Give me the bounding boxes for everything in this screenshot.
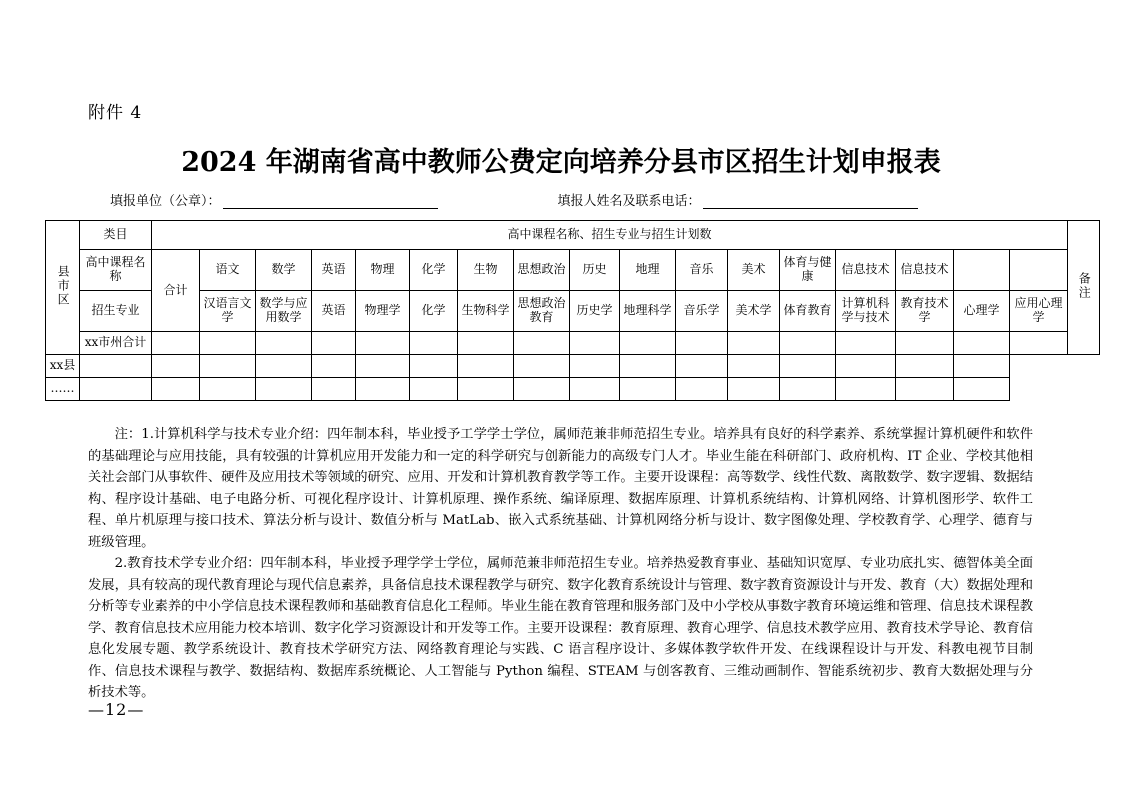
row-label-major: 招生专业 <box>80 291 152 332</box>
fill-unit-field <box>110 190 438 209</box>
value-cell[interactable] <box>152 355 200 378</box>
value-cell[interactable] <box>954 378 1010 401</box>
region-cell[interactable]: …… <box>46 378 80 401</box>
note-paragraph-2: 2.教育技术学专业介绍：四年制本科，毕业授予理学学士学位，属师范兼非师范招生专业。培养热爱教育事业、基础知识宽厚、专业功底扎实、德智体美全面发展，具有较高的现代教育理论与现代信息素养，具备信息技术课程教学与研究、数字化教育系统设计与管理、数字教育资源设计与开发、教育（大）数据处理和分析等专业素养的中小学信息技术课程教师和基础教育信息化工程师。毕业生能在教育管理和服务部门及中小学校从事数字教育环境运维和管理、信息技术课程教学、教育信息技术应用能力校本培训、数字化学习资源设计和开发等工作。主要开设课程：教育原理、教育心理学、信息技术教学应用、教育技术学导论、教育信息化发展专题、教学系统设计、教育技术学研究方法、网络教育理论与实践、C 语言程序设计、多媒体教学软件开发、在线课程设计与开发、科教电视节目制作、信息技术课程与教学、数据结构、数据库系统概论、人工智能与 Python 编程、STEAM 与创客教育、三维动画制作、智能系统初步、教育大数据处理与分析技术等。 <box>88 556 1033 701</box>
value-cell[interactable] <box>256 355 312 378</box>
region-cell[interactable]: xx市州合计 <box>80 332 152 355</box>
value-cell[interactable] <box>896 378 954 401</box>
course-cell: 音乐 <box>676 250 728 291</box>
value-cell[interactable] <box>780 378 836 401</box>
value-cell[interactable] <box>458 332 514 355</box>
major-cell: 数学与应用数学 <box>256 291 312 332</box>
value-cell[interactable] <box>356 332 410 355</box>
value-cell[interactable] <box>458 355 514 378</box>
course-cell: 化学 <box>410 250 458 291</box>
major-cell: 汉语言文学 <box>200 291 256 332</box>
page-number: —12— <box>88 700 145 719</box>
value-cell[interactable] <box>728 355 780 378</box>
course-cell: 信息技术 <box>836 250 896 291</box>
value-cell[interactable] <box>896 355 954 378</box>
course-cell: 物理 <box>356 250 410 291</box>
value-cell[interactable] <box>514 355 570 378</box>
course-cell <box>954 250 1010 291</box>
value-cell[interactable] <box>728 378 780 401</box>
course-cell: 语文 <box>200 250 256 291</box>
value-cell[interactable] <box>458 378 514 401</box>
value-cell[interactable] <box>620 378 676 401</box>
header-group-title: 高中课程名称、招生专业与招生计划数 <box>152 221 1068 250</box>
course-cell: 数学 <box>256 250 312 291</box>
fill-person-field <box>558 190 918 209</box>
header-category: 类目 <box>80 221 152 250</box>
course-cell: 英语 <box>312 250 356 291</box>
table-row[interactable] <box>46 332 1100 355</box>
value-cell[interactable] <box>80 378 152 401</box>
value-cell[interactable] <box>728 332 780 355</box>
value-cell[interactable] <box>836 355 896 378</box>
value-cell[interactable] <box>676 355 728 378</box>
fill-person-label: 填报人姓名及联系电话： <box>557 194 701 209</box>
major-cell: 地理科学 <box>620 291 676 332</box>
value-cell[interactable] <box>312 355 356 378</box>
major-cell: 英语 <box>312 291 356 332</box>
value-cell[interactable] <box>256 332 312 355</box>
table-major-row <box>46 291 1100 332</box>
fill-unit-label: 填报单位（公章）： <box>110 194 221 209</box>
fill-person-line[interactable] <box>703 194 918 209</box>
header-region: 县市区 <box>46 221 80 355</box>
table-row[interactable] <box>46 378 1100 401</box>
enrollment-plan-table <box>45 220 1100 401</box>
value-cell[interactable] <box>312 332 356 355</box>
course-cell: 体育与健康 <box>780 250 836 291</box>
value-cell[interactable] <box>514 332 570 355</box>
value-cell[interactable] <box>1010 332 1068 355</box>
value-cell[interactable] <box>256 378 312 401</box>
course-cell: 信息技术 <box>896 250 954 291</box>
value-cell[interactable] <box>152 378 200 401</box>
value-cell[interactable] <box>570 355 620 378</box>
course-cell: 美术 <box>728 250 780 291</box>
value-cell[interactable] <box>836 332 896 355</box>
major-cell: 心理学 <box>954 291 1010 332</box>
major-cell: 思想政治教育 <box>514 291 570 332</box>
value-cell[interactable] <box>954 355 1010 378</box>
major-cell: 生物科学 <box>458 291 514 332</box>
major-cell: 历史学 <box>570 291 620 332</box>
major-cell: 美术学 <box>728 291 780 332</box>
value-cell[interactable] <box>780 332 836 355</box>
course-cell: 历史 <box>570 250 620 291</box>
major-cell: 应用心理学 <box>1010 291 1068 332</box>
table-row[interactable] <box>46 355 1100 378</box>
value-cell[interactable] <box>356 355 410 378</box>
value-cell[interactable] <box>676 378 728 401</box>
course-cell <box>1010 250 1068 291</box>
value-cell[interactable] <box>410 378 458 401</box>
course-cell: 思想政治 <box>514 250 570 291</box>
table-header-group-row <box>46 221 1100 250</box>
fill-unit-line[interactable] <box>223 194 438 209</box>
value-cell[interactable] <box>676 332 728 355</box>
value-cell[interactable] <box>200 378 256 401</box>
region-cell[interactable]: xx县 <box>46 355 80 378</box>
major-cell: 教育技术学 <box>896 291 954 332</box>
value-cell[interactable] <box>836 378 896 401</box>
value-cell[interactable] <box>200 355 256 378</box>
attachment-label: 附件 4 <box>88 103 143 123</box>
major-cell: 计算机科学与技术 <box>836 291 896 332</box>
value-cell[interactable] <box>410 332 458 355</box>
value-cell[interactable] <box>570 332 620 355</box>
notes-section <box>88 424 1033 704</box>
value-cell[interactable] <box>356 378 410 401</box>
value-cell[interactable] <box>152 332 200 355</box>
value-cell[interactable] <box>620 332 676 355</box>
note-paragraph-1: 注：1.计算机科学与技术专业介绍：四年制本科，毕业授予工学学士学位，属师范兼非师范招生专业。培养具有良好的科学素养、系统掌握计算机硬件和软件的基础理论与应用技能，具有较强的计算机应用开发能力和一定的科学研究与创新能力的高级专门人才。毕业生能在科研部门、政府机构、IT 企业、学校其他相关社会部门从事软件、硬件及应用技术等领域的研究、应用、开发和计算机教育教学等工作。主要开设课程：高等数学、线性代数、离散数学、数字逻辑、数据结构、程序设计基础、电子电路分析、可视化程序设计、计算机原理、操作系统、编译原理、数据库原理、计算机系统结构、计算机网络、计算机图形学、软件工程、单片机原理与接口技术、算法分析与设计、数值分析与 MatLab、嵌入式系统基础、计算机网络分析与设计、数字图像处理、学校教育学、心理学、德育与班级管理。 <box>88 427 1033 550</box>
major-cell: 物理学 <box>356 291 410 332</box>
major-cell: 体育教育 <box>780 291 836 332</box>
header-total: 合计 <box>152 250 200 332</box>
page-title: 2024 年湖南省高中教师公费定向培养分县市区招生计划申报表 <box>181 147 941 178</box>
value-cell[interactable] <box>200 332 256 355</box>
course-cell: 生物 <box>458 250 514 291</box>
value-cell[interactable] <box>954 332 1010 355</box>
row-label-course: 高中课程名称 <box>80 250 152 291</box>
value-cell[interactable] <box>514 378 570 401</box>
major-cell: 化学 <box>410 291 458 332</box>
major-cell: 音乐学 <box>676 291 728 332</box>
table-course-row <box>46 250 1100 291</box>
value-cell[interactable] <box>570 378 620 401</box>
value-cell[interactable] <box>410 355 458 378</box>
header-remark: 备注 <box>1068 221 1100 355</box>
fill-info-row <box>110 190 1040 209</box>
value-cell[interactable] <box>896 332 954 355</box>
value-cell[interactable] <box>312 378 356 401</box>
course-cell: 地理 <box>620 250 676 291</box>
value-cell[interactable] <box>780 355 836 378</box>
value-cell[interactable] <box>80 355 152 378</box>
value-cell[interactable] <box>620 355 676 378</box>
